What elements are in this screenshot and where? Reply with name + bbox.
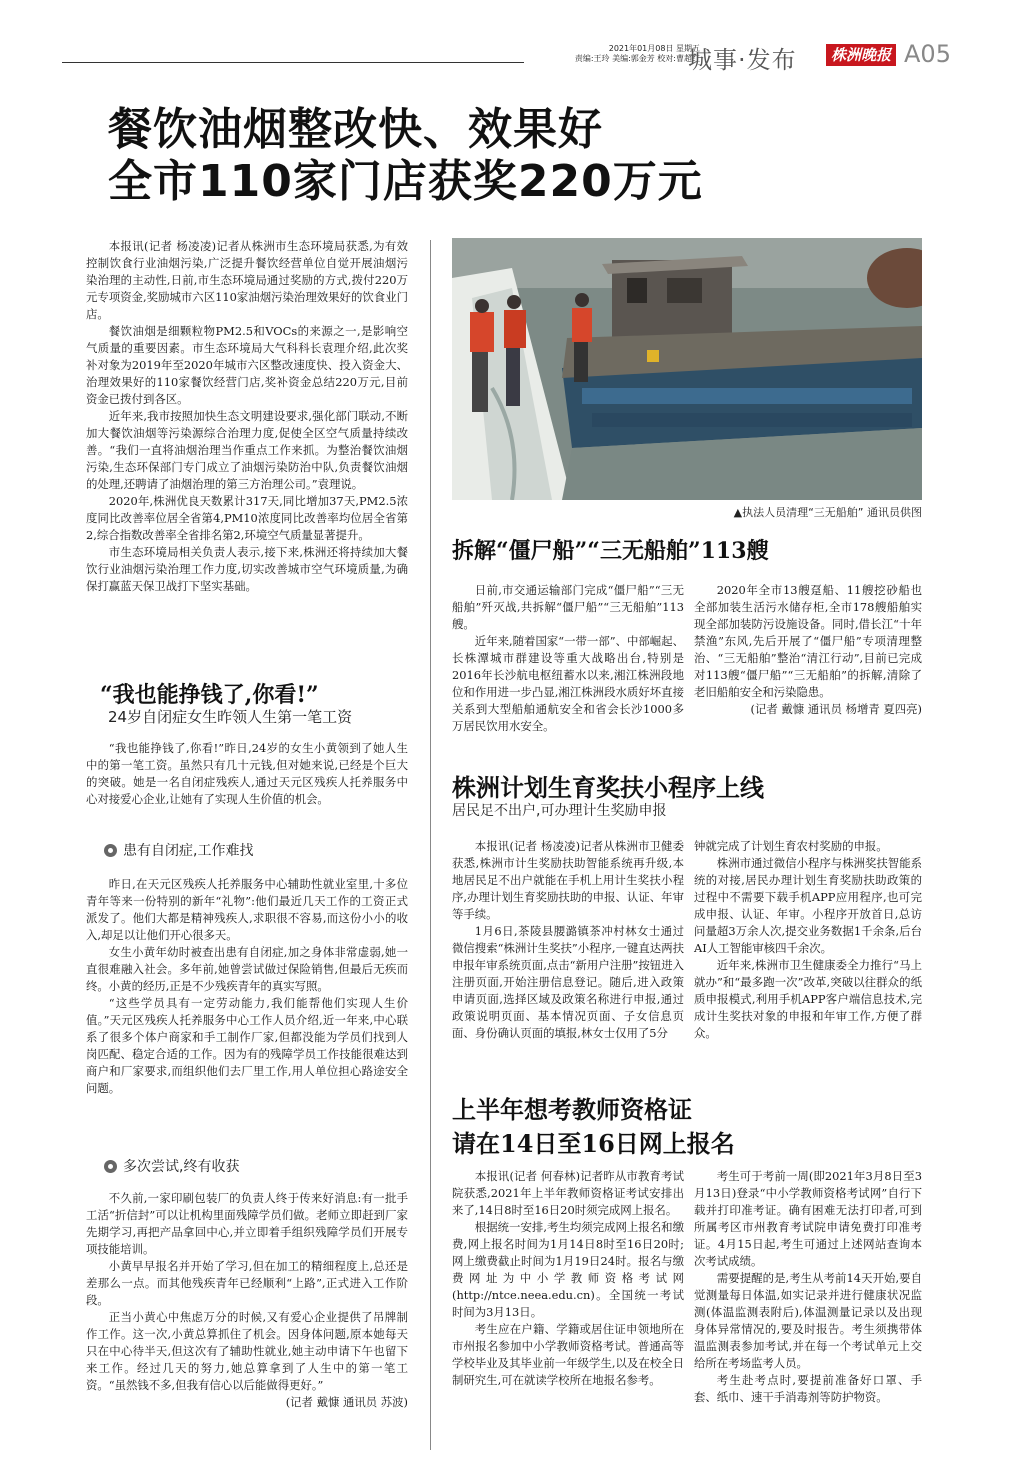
story2-paragraph: 近年来,随着国家“一带一部”、中部崛起、长株潭城市群建设等重大战略出台,特别是2016年长沙航电枢纽蓄水以来,湘江株洲段地位和作用进一步凸显,湘江株洲段水质好坏直接关系到大型船舶通航安全和省会长沙1000多万居民饮用水安全。 — [452, 634, 684, 733]
story3-paragraph: 正当小黄心中焦虑万分的时候,又有爱心企业提供了吊牌制作工作。这一次,小黄总算抓住了机会。因身体问题,原本她每天只在中心待半天,但这次有了辅助性就业,她主动申请下午也留下来工作。经过几天的努力,她总算拿到了人生中的第一笔工资。“虽然钱不多,但我有信心以后能做得更好。” — [86, 1310, 408, 1392]
story5-right-column — [694, 1168, 922, 1406]
header-rule — [62, 62, 524, 63]
news-photo — [452, 238, 922, 500]
story1-paragraph: 市生态环境局相关负责人表示,接下来,株洲还将持续加大餐饮行业油烟污染治理工作力度,切实改善城市空气环境质量,为确保打赢蓝天保卫战打下坚实基础。 — [86, 545, 408, 593]
story5-paragraph: 考生可于考前一周(即2021年3月8日至3月13日)登录“中小学教师资格考试网”自行下载并打印准考证。确有困难无法打印者,可到所属考区市州教育考试院申请免费打印准考证。4月15日起,考生可通过上述网站查询本次考试成绩。 — [694, 1169, 922, 1268]
photo-caption: ▲执法人员清理“三无船舶” 通讯员供图 — [733, 506, 922, 519]
newspaper-logo: 株洲晚报 — [826, 44, 896, 66]
story5-paragraph: 考生赴考点时,要提前准备好口罩、手套、纸巾、速干手消毒剂等防护物资。 — [694, 1373, 922, 1404]
story3-paragraph: 昨日,在天元区残疾人托养服务中心辅助性就业室里,十多位青年等来一份特别的新年“礼物”:他们最近几天工作的工资正式派发了。他们大都是精神残疾人,求职很不容易,而这份小小的收入,却足以让他们开心很多天。 — [86, 877, 408, 942]
header-meta — [540, 44, 700, 64]
story3-section2 — [86, 1190, 408, 1411]
editor-credits: 责编:王玲 美编:郭金芳 校对:曹超红 — [574, 54, 700, 63]
story3-subtitle: 24岁自闭症女生昨领人生第一笔工资 — [108, 708, 353, 726]
story1-paragraph: 2020年,株洲优良天数累计317天,同比增加37天,PM2.5浓度同比改善率位居全省第4,PM10浓度同比改善率均位居全省第2,综合指数改善率全省排名第2,环境空气质量显著提升。 — [86, 494, 408, 542]
story2-title: 拆解“僵尸船”“三无船舶”113艘 — [452, 538, 769, 564]
headline-line1: 餐饮油烟整改快、效果好 — [108, 104, 603, 155]
story1-paragraph: 餐饮油烟是细颗粒物PM2.5和VOCs的来源之一,是影响空气质量的重要因素。市生态环境局大气科科长袁理介绍,此次奖补对象为2019年至2020年城市六区整改速度快、投入资金大、治理效果好的110家餐饮经营门店,奖补资金总结220万元,目前资金已拨付到各区。 — [86, 324, 408, 406]
story3-title: “我也能挣钱了,你看!” — [100, 682, 319, 708]
story3-intro — [86, 740, 408, 808]
story4-title: 株洲计划生育奖扶小程序上线 — [452, 773, 764, 802]
story2-paragraph: 日前,市交通运输部门完成“僵尸船”“三无船舶”歼灭战,共拆解“僵尸船”“三无船舶”113艘。 — [452, 583, 684, 631]
story3-paragraph: “这些学员具有一定劳动能力,我们能帮他们实现人生价值。”天元区残疾人托养服务中心工作人员介绍,近一年来,中心联系了很多个体户商家和手工制作厂家,但都没能为学员们找到人岗匹配、稳定合适的工作。因为有的残障学员工作技能很难达到商户和厂家要求,而组织他们去厂里工作,用人单位担心路途安全问题。 — [86, 996, 408, 1095]
column-divider — [430, 240, 431, 1450]
story4-subtitle: 居民足不出户,可办理计生奖励申报 — [452, 803, 667, 819]
story3-subhead1 — [104, 840, 253, 860]
subhead-text: 患有自闭症,工作难找 — [123, 843, 254, 859]
story1-body — [86, 238, 408, 595]
story4-paragraph: 近年来,株洲市卫生健康委全力推行“马上就办”和“最多跑一次”改革,突破以往群众的纸质申报模式,利用手机APP客户端信息技术,完成计生奖扶对象的申报和年审工作,方便了群众。 — [694, 958, 922, 1040]
story3-paragraph: 小黄早早报名并开始了学习,但在加工的精细程度上,总还是差那么一点。而其他残疾青年已经顺利“上路”,正式进入工作阶段。 — [86, 1259, 408, 1307]
story3-paragraph: “我也能挣钱了,你看!”昨日,24岁的女生小黄领到了她人生中的第一笔工资。虽然只有几十元钱,但对她来说,已经是个巨大的突破。她是一名自闭症残疾人,通过天元区残疾人托养服务中心对接爱心企业,让她有了实现人生价值的机会。 — [86, 741, 408, 806]
story2-left-column — [452, 582, 684, 735]
story5-title-line1: 上半年想考教师资格证 — [452, 1095, 692, 1124]
story4-paragraph: 株洲市通过微信小程序与株洲奖扶智能系统的对接,居民办理计划生育奖励扶助政策的过程中不需要下载手机APP应用程序,也可完成申报、认证、年审。小程序开放首日,总访问量超3万余人次,提交业务数据1千余条,后台AI人工智能审核四千余次。 — [694, 856, 922, 955]
story5-paragraph: 本报讯(记者 何春林)记者昨从市教育考试院获悉,2021年上半年教师资格证考试安排出来了,14日8时至16日20时须完成网上报名。 — [452, 1169, 684, 1217]
story2-right-column — [694, 582, 922, 718]
story5-title-line2: 请在14日至16日网上报名 — [452, 1129, 735, 1158]
issue-date: 2021年01月08日 星期五 — [608, 44, 700, 53]
story3-section1 — [86, 876, 408, 1097]
page-number: A05 — [904, 40, 951, 68]
story2-byline: (记者 戴慷 通讯员 杨增青 夏四亮) — [750, 702, 922, 716]
story5-paragraph: 考生应在户籍、学籍或居住证申领地所在市州报名参加中小学教师资格考试。普通高等学校毕业及其毕业前一年级学生,以及在校全日制研究生,可在就读学校所在地报名参考。 — [452, 1322, 684, 1387]
story4-paragraph: 钟就完成了计划生育农村奖励的申报。 — [694, 839, 888, 853]
story3-byline: (记者 戴慷 通讯员 苏波) — [285, 1395, 408, 1409]
story4-right-column — [694, 838, 922, 1042]
story5-paragraph: 根据统一安排,考生均须完成网上报名和缴费,网上报名时间为1月14日8时至16日20时;网上缴费截止时间为1月19日24时。报名与缴费网址为中小学教师资格考试网(http://ntce.neea.edu.cn)。全国统一考试时间为3月13日。 — [452, 1220, 684, 1319]
section-name: 城事·发布 — [688, 46, 797, 74]
subhead-text: 多次尝试,终有收获 — [123, 1159, 240, 1175]
bullet-icon — [104, 844, 117, 857]
story1-paragraph: 本报讯(记者 杨凌凌)记者从株洲市生态环境局获悉,为有效控制饮食行业油烟污染,广泛提升餐饮经营单位自觉开展油烟污染治理的主动性,日前,市生态环境局通过奖励的方式,拨付220万元专项资金,奖励城市六区110家油烟污染治理效果好的饮食业门店。 — [86, 239, 408, 321]
bullet-icon — [104, 1160, 117, 1173]
story1-paragraph: 近年来,我市按照加快生态文明建设要求,强化部门联动,不断加大餐饮油烟等污染源综合治理力度,促使全区空气质量持续改善。“我们一直将油烟治理当作重点工作来抓。为整治餐饮油烟污染,生态环保部门专门成立了油烟污染防治中队,负责餐饮油烟的处理,还聘请了油烟治理的第三方治理公司。”袁理说。 — [86, 409, 408, 491]
story4-paragraph: 1月6日,茶陵县腰潞镇茶冲村林女士通过微信搜索“株洲计生奖扶”小程序,一键直达两扶申报年审系统页面,点击“新用户注册”按钮进入注册页面,开始注册信息登记。随后,进入政策申请页面,选择区域及政策名称进行申报,通过政策说明页面、基本情况页面、子女信息页面、身份确认页面的填报,林女士仅用了5分 — [452, 924, 684, 1040]
story3-paragraph: 女生小黄年幼时被查出患有自闭症,加之身体非常虚弱,她一直很难融入社会。多年前,她曾尝试做过保险销售,但最后无疾而终。小黄的经历,正是不少残疾青年的真实写照。 — [86, 945, 408, 993]
story3-subhead2 — [104, 1156, 239, 1176]
headline-line2: 全市110家门店获奖220万元 — [108, 156, 703, 207]
story3-paragraph: 不久前,一家印刷包装厂的负责人终于传来好消息:有一批手工活“折信封”可以让机构里面残障学员们做。老师立即赶到厂家先期学习,再把产品拿回中心,并立即着手组织残障学员们开展专项技能培训。 — [86, 1191, 408, 1256]
story4-left-column — [452, 838, 684, 1042]
story2-paragraph: 2020年全市13艘趸船、11艘挖砂船也全部加装生活污水储存柜,全市178艘船舶实现全部加装防污设施设备。同时,借长江“十年禁渔”东风,先后开展了“僵尸船”专项清理整治、“三无船舶”整治“清江行动”,目前已完成对113艘“僵尸船”“三无船舶”的拆解,清除了老旧船舶安全和污染隐患。 — [694, 583, 922, 699]
story5-paragraph: 需要提醒的是,考生从考前14天开始,要自觉测量每日体温,如实记录并进行健康状况监测(体温监测表附后),体温测量记录以及出现身体异常情况的,要及时报告。考生须携带体温监测表参加考试,并在每一个考试单元上交给所在考场监考人员。 — [694, 1271, 922, 1370]
story5-left-column — [452, 1168, 684, 1389]
story4-paragraph: 本报讯(记者 杨凌凌)记者从株洲市卫健委获悉,株洲市计生奖励扶助智能系统再升级,本地居民足不出户就能在手机上用计生奖扶小程序,办理计划生育奖励扶助的申报、认证、年审等手续。 — [452, 839, 684, 921]
